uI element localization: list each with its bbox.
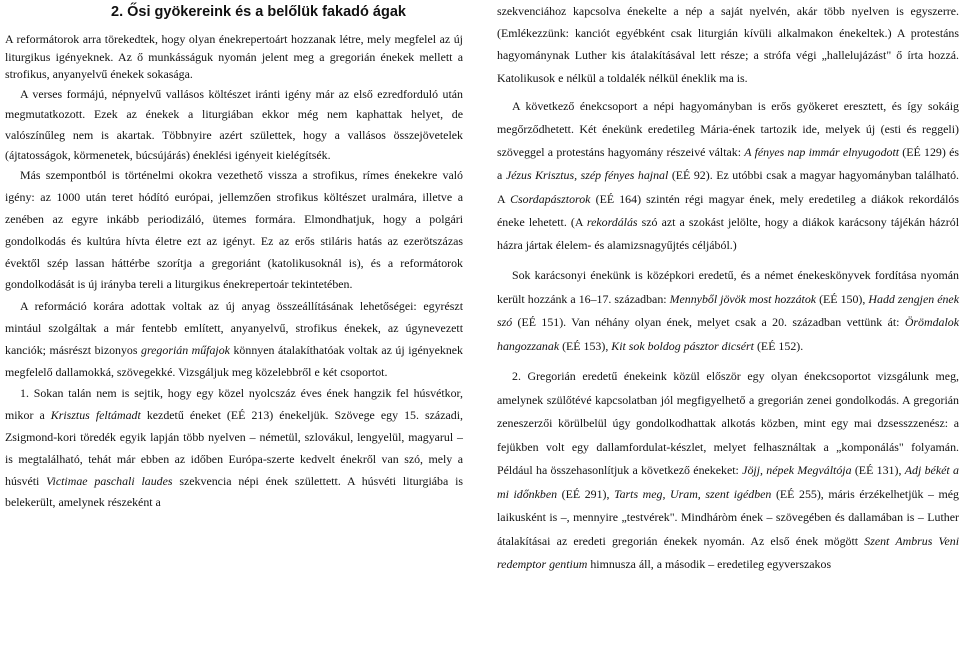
text-run: (EÉ 131), [851, 463, 905, 478]
text-run: könnyen átalakíthatóak voltak az új igényeknek megfelelő dallamokká, szövegekké. Vizsgáljuk meg közelebbről e két csoportot. [5, 342, 464, 379]
hymn-title: Mennyből jövök most hozzátok [669, 291, 817, 306]
paragraph-intro: A reformátorok arra törekedtek, hogy olyan énekrepertoárt hozzanak létre, mely megfelel az új liturgikus igényeknek. Az ő munkásságuk nyomán jelent meg a gregorián énekek mellett a strofikus, anyanyelvű énekek sokasága. [5, 32, 463, 82]
hymn-title: Victimae paschali laudes [46, 473, 173, 488]
paragraph-verse-form: A verses formájú, népnyelvű vallásos költészet iránti igény már az első ezredforduló után megmutatkozott. Ezek az énekek a liturgiában ekkor még nem kaphattak helyet, de valószínűleg nem is akartak. Többnyire azért születtek, hogy a vallásos összejövetelek (ájtatosságok, körmenetek, búcsújárás) éneklési igényeit kielégítsék. [5, 86, 463, 162]
paragraph-gregorian [497, 365, 959, 577]
left-column [5, 0, 463, 514]
paragraph-sequence: szekvenciához kapcsolva énekelte a nép a saját nyelvén, akár több nyelven is egyszerre. (Emlékezzünk: kanciót egyébként csak liturgián kívüli alkalmakon énekeltek.) A protestáns hagyománynak Luther kis átalakításával lett része; a strófa végi „hallelujázást" ő írta hozzá. Katolikusok e nélkül a toldalék nélkül éneklik ma is. [497, 4, 959, 85]
text-run: (EÉ 255), máris érzékelhetjük – még laikusként is –, mennyire „testvérek". Mindháròm ének – szövegében és dallamában is – Luther átalakításai az eredeti gregorián énekek nyomán. Az első ének mögött [497, 486, 959, 548]
text-run: szó azt a szokást jelölte, hogy a diákok karácsony tájékán házról házra jártak élelem- és alamizsnagyűjtés céljából.) [497, 214, 959, 253]
hymn-title: Csordapásztorok [510, 191, 591, 206]
text-run: kezdetű éneket (EÉ 213) énekeljük. Szövege egy 15. századi, Zsigmond-kori töredék egyik lapján több nyelven – németül, szlovákul, lengyelül, magyarul – is megtalálható, tehát már ebben az időben Európa-szerte kedvelt énekről van szó, mely a húsvéti [5, 408, 463, 488]
hymn-title: Adj békét a mi időnkben [497, 463, 959, 501]
section-title: 2. Ősi gyökereink és a belőlük fakadó ágak [111, 4, 406, 20]
text-run: (EÉ 151). Van néhány olyan ének, melyet csak a 20. században vettünk át: [512, 315, 905, 330]
paragraph-christmas-songs [497, 264, 959, 358]
text-run: (EÉ 92). Ez utóbbi csak a magyar hagyományban található. A [497, 168, 960, 206]
paragraph-reformation [5, 296, 463, 383]
hymn-title: Örömdalok hangozzanak [497, 315, 959, 353]
text-run: 2. Gregorián eredetű énekeink közül először egy olyan énekcsoportot vizsgálunk meg, amelynek szülőtévé kapcsolatban jól megfigyelhető a gregorián zenei gondolkodás. A gregorián zeneszerzői körülbelül úgy gondolkodhattak alkotás közben, mint egy mai dzsesszzenész: a fejükben volt egy dallamfordulat-készlet, melyet felhasználtak a „komponálás" folyamán. Például ha összehasonlítjuk a következő énekeket: [497, 369, 959, 478]
text-run: A következő énekcsoport a népi hagyományban is erős gyökeret eresztett, és így sokáig megőrződhetett. Két énekünk eredetileg Mária-ének tartozik ide, melyek új (esti és reggeli) szöveggel a protestáns hagyomány részeivé váltak: [497, 98, 959, 160]
paragraph-easter-hymn [5, 383, 463, 514]
text-run: himnusza áll, a második – eredetileg egyverszakos [587, 557, 832, 572]
text-run: (EÉ 152). [754, 338, 804, 353]
hymn-title: Jöjj, népek Megváltója [742, 463, 852, 478]
paragraph-mary-songs [497, 95, 959, 257]
hymn-title: Hadd zengjen ének szó [497, 291, 959, 330]
hymn-title: Szent Ambrus Veni redemptor gentium [497, 533, 959, 572]
hymn-title: Kit sok boldog pásztor dicsért [611, 338, 754, 353]
text-run: (EÉ 164) szintén régi magyar ének, mely eredetileg a diákok rekordálós éneke lehetett. (A [497, 191, 959, 229]
hymn-title: Jézus Krisztus, szép fényes hajnal [505, 168, 669, 183]
italic-term: rekordálás [586, 214, 638, 229]
text-run: (EÉ 153), [559, 338, 612, 353]
text-run: szekvencia népi ének születtett. A húsvéti liturgiába is belekerült, amelynek részeként a [5, 473, 463, 510]
text-run: (EÉ 291), [557, 486, 615, 501]
paragraph-historical: Más szempontból is történelmi okokra vezethető vissza a strofikus, rímes énekekre való igény: az 1000 után teret hódító európai, jellemzően strofikus költészet uralmára, illetve a zenében az egyre inkább periodizáló, ütemes formára. Elmondhatjuk, hogy a polgári gondolkodás és kultúra hívta életre ezt az igényt. Ez az erős stiláris hatás az ezerötszázas évektől szép lassan háttérbe szorítja a gregoriánt (katolikusoknál is), és a reformátorok gondolkodását is új irányba tereli a liturgikus énekrepertoár tekintetében. [5, 168, 463, 292]
text-run: A reformáció korára adottak voltak az új anyag összeállításának lehetőségei: egyrészt mintául szolgáltak a már fentebb említett, anyanyelvű, strofikus énekek, az úgynevezett kanciók; másrészt bizonyos [5, 299, 463, 357]
text-run: (EÉ 150), [816, 291, 869, 306]
right-column [497, 0, 959, 577]
text-run: (EÉ 129) és a [497, 145, 959, 183]
hymn-title: A fényes nap immár elnyugodott [744, 145, 900, 160]
hymn-title: Krisztus feltámadt [50, 408, 141, 423]
hymn-title: Tarts meg, Uram, szent igédben [614, 486, 772, 501]
text-run: Sok karácsonyi énekünk is középkori eredetű, és a német énekeskönyvek fordítása nyomán került hozzánk a 16–17. században: [497, 268, 959, 306]
italic-term: gregorián műfajok [141, 342, 230, 357]
text-run: 1. Sokan talán nem is sejtik, hogy egy közel nyolcszáz éves ének hangzik fel húsvétkor, mikor a [5, 386, 463, 423]
